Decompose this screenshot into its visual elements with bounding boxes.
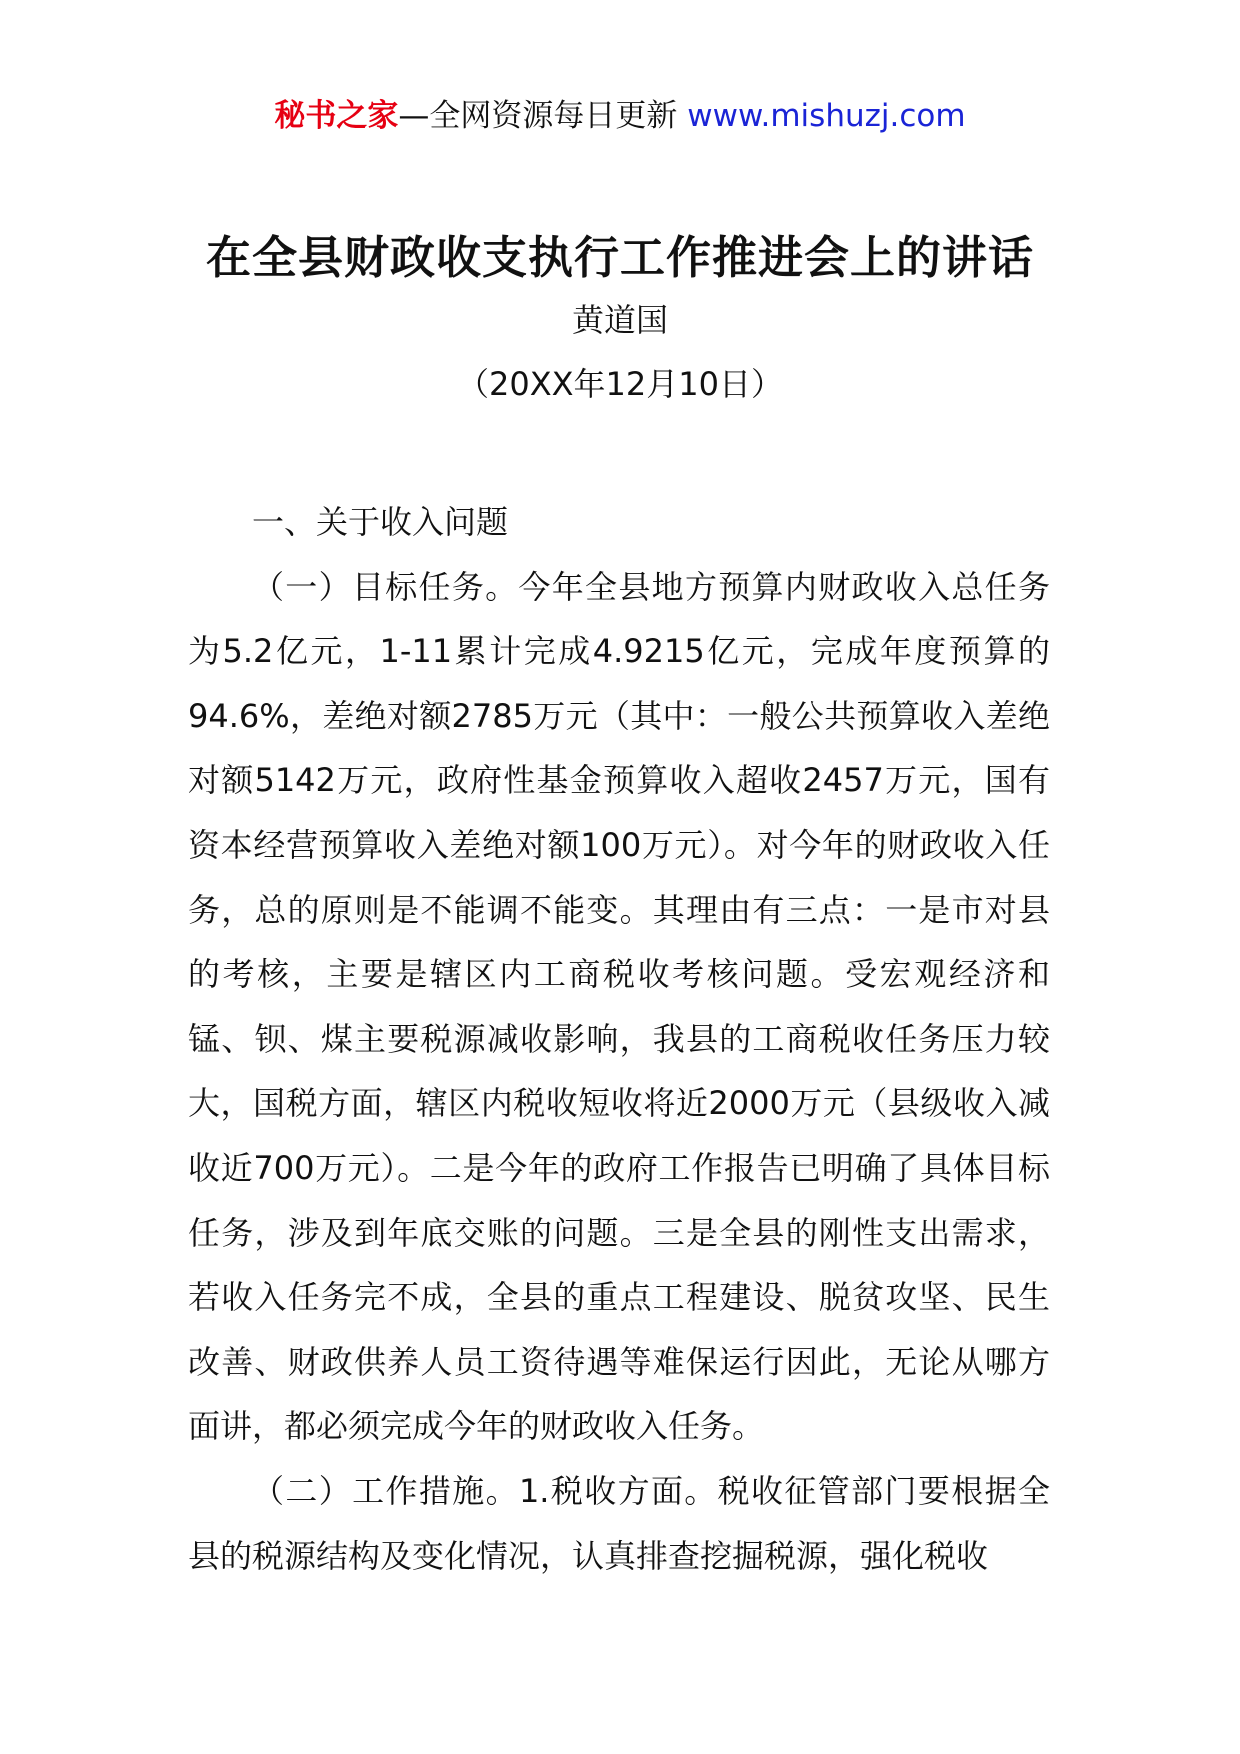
body-paragraph: （一）目标任务。今年全县地方预算内财政收入总任务为5.2亿元，1-11累计完成4.9215亿元，完成年度预算的94.6%，差绝对额2785万元（其中：一般公共预算收入差绝对额5142万元，政府性基金预算收入超收2457万元，国有资本经营预算收入差绝对额100万元）。对今年的财政收入任务，总的原则是不能调不能变。其理由有三点：一是市对县的考核，主要是辖区内工商税收考核问题。受宏观经济和锰、钡、煤主要税源减收影响，我县的工商税收任务压力较大，国税方面，辖区内税收短收将近2000万元（县级收入减收近700万元）。二是今年的政府工作报告已明确了具体目标任务，涉及到年底交账的问题。三是全县的刚性支出需求，若收入任务完不成，全县的重点工程建设、脱贫攻坚、民生改善、财政供养人员工资待遇等难保运行因此，无论从哪方面讲，都必须完成今年的财政收入任务。	[188, 567, 1050, 1446]
site-banner	[0, 96, 1240, 136]
banner-slogan: —全网资源每日更新	[398, 98, 688, 134]
document-date: （20XX年12月10日）	[456, 365, 783, 403]
document-title: 在全县财政收支执行工作推进会上的讲话	[205, 231, 1034, 284]
section-heading: 一、关于收入问题	[252, 503, 509, 541]
banner-brand: 秘书之家	[274, 98, 399, 134]
body-paragraph: （二）工作措施。1.税收方面。税收征管部门要根据全县的税源结构及变化情况，认真排查挖掘税源，强化税收	[188, 1471, 1050, 1575]
document-body	[188, 490, 1050, 1588]
banner-url-link[interactable]: www.mishuzj.com	[687, 98, 966, 134]
document-author: 黄道国	[571, 301, 668, 339]
